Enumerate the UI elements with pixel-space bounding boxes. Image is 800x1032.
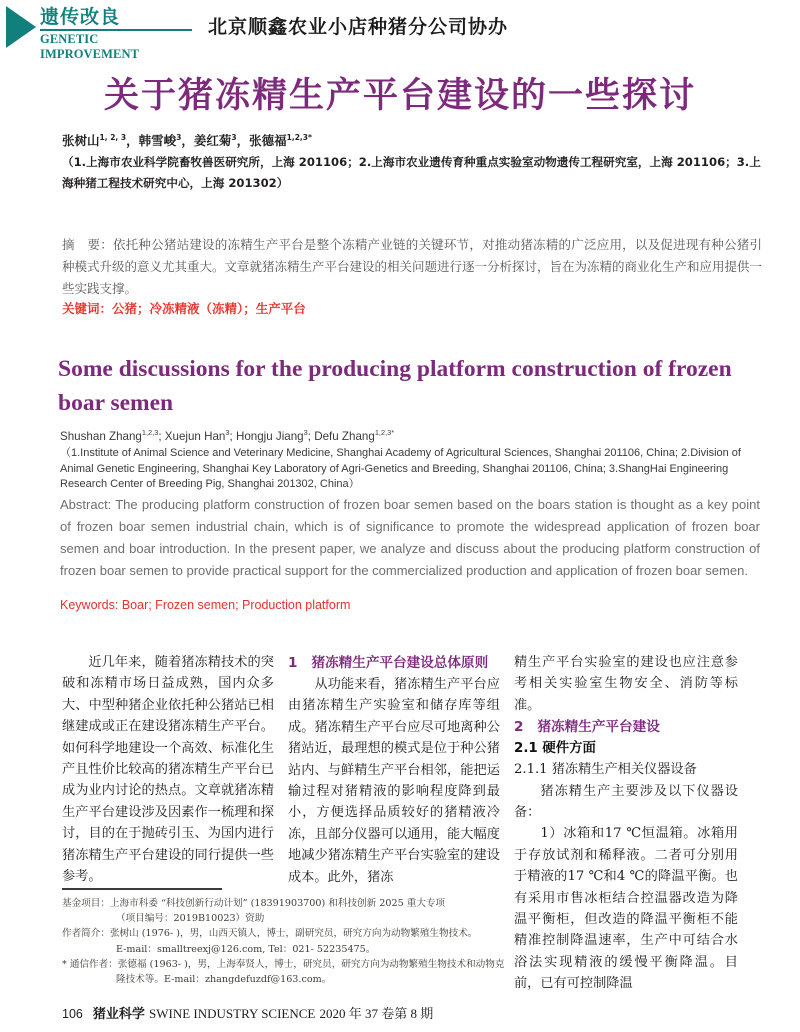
- footnote-line: E-mail：smalltreexj@126.com, Tel：021- 52235475。: [116, 943, 376, 955]
- paragraph: 从功能来看，猪冻精生产平台应由猪冻精生产实验室和储存库等组成。猪冻精生产平台应尽可地离种公猪站近，最理想的模式是位于种公猪站内、与鲜精生产平台相邻，能把运输过程对猪精液的影响程度降到最小，方便选择品质较好的猪精液冷冻，且部分仪器可以通用，能大幅度地减少猪冻精生产平台实验室的建设成本。此外，猪冻: [288, 677, 500, 885]
- journal-name-cn: 猪业科学: [92, 1007, 145, 1022]
- subsection-heading-2-1: 2.1 硬件方面: [514, 741, 596, 757]
- author-en-2: Xuejun Han: [164, 429, 226, 443]
- authors-cn: [62, 131, 312, 149]
- paragraph: 1）冰箱和17 ℃恒温箱。冰箱用于存放试剂和稀释液。二者可分别用于精液的17 ℃和4 ℃的降温平衡。也有采用市售冰柜结合控温器改造为降温平衡柜，但改造的降温平衡柜不能精准控制降温速率，生产中可结合水浴法实现精液的缓慢平衡降温。目前，已有可控制降温: [514, 826, 738, 992]
- author-cn-3: 姜红菊: [193, 133, 232, 148]
- author-cn-4: 张德福: [249, 133, 287, 148]
- keywords-en: Keywords: Boar; Frozen semen; Production platform: [60, 598, 351, 612]
- masthead: [0, 0, 800, 61]
- affiliation-en: （1.Institute of Animal Science and Veterinary Medicine, Shanghai Academy of Agricultural Sciences, Shanghai 201106, China; 2.Division of Animal Genetic Engineering, Shanghai Key Laboratory of Agri-Genetics and Breeding, Shanghai 201106, China; 3.ShangHai Engineering Research Center of Breeding Pig, Shanghai 201302, China）: [60, 447, 741, 490]
- abstract-text-cn: 依托种公猪站建设的冻精生产平台是整个冻精产业链的关键环节，对推动猪冻精的广泛应用，以及促进现有种公猪引种模式升级的意义尤其重大。文章就猪冻精生产平台建设的相关问题进行逐一分析探讨，旨在为冻精的商业化生产和应用提供一些实践支撑。: [62, 237, 763, 296]
- author-en-4-sup: 1,2,3*: [374, 428, 395, 437]
- footnotes: [62, 896, 505, 987]
- author-en-3: Hongju Jiang: [235, 429, 304, 443]
- footnote-line: 隆技术等。E-mail：zhangdefuzdf@163.com。: [116, 974, 332, 986]
- journal-name-en: SWINE INDUSTRY SCIENCE: [149, 1006, 316, 1021]
- author-cn-2: 韩雪峻: [138, 133, 177, 148]
- section-number: 2: [514, 719, 524, 736]
- abstract-label-cn: 摘 要：: [62, 237, 113, 252]
- brand-label-cn: 遗传改良: [40, 6, 121, 28]
- journal-issue: 2020 年 37 卷第 8 期: [319, 1006, 434, 1021]
- author-cn-2-sup: 3: [176, 132, 182, 142]
- author-en-1: Shushan Zhang: [60, 429, 142, 443]
- sep: ;: [158, 429, 165, 443]
- sponsor-line: 北京顺鑫农业小店种猪分公司协办: [208, 16, 509, 38]
- section-title: 猪冻精生产平台建设: [537, 719, 660, 736]
- author-en-3-sup: 3: [303, 428, 308, 437]
- abstract-en: Abstract: The producing platform construction of frozen boar semen based on the boars station is thought as a key point of frozen boar semen industrial chain, which is of significance to promote the widespread application of frozen boar semen and boar introduction. In the present paper, we analyze and discuss about the producing platform construction of frozen boar semen to provide practical support for the commercialized production and application of frozen boar semen.: [60, 497, 760, 578]
- footnote-line: 作者简介：张树山 (1976- )，男，山西天镇人，博士，副研究员，研究方向为动物繁殖生物技术。: [62, 928, 478, 940]
- page-number: 106: [62, 1007, 83, 1021]
- paragraph-continued: 精生产平台实验室的建设也应注意参考相关实验室生物安全、消防等标准。: [514, 655, 738, 713]
- author-en-1-sup: 1,2,3: [141, 428, 159, 437]
- body-column-1: [62, 652, 274, 887]
- section-heading-1: [288, 652, 500, 674]
- author-cn-1-sup: 1, 2, 3: [99, 132, 127, 142]
- section-title: 猪冻精生产平台建设总体原则: [311, 655, 489, 671]
- section-brand: [40, 6, 195, 62]
- author-en-4: Defu Zhang: [314, 429, 375, 443]
- footnote-divider: [62, 888, 222, 890]
- paragraph: 近几年来，随着猪冻精技术的突破和冻精市场日益成熟，国内众多大、中型种猪企业依托种公猪站已相继建成或正在建设猪冻精生产平台。如何科学地建设一个高效、标准化生产且性价比较高的猪冻精生产平台已成为业内讨论的热点。文章就猪冻精生产平台建设涉及因素作一梳理和探讨，目的在于抛砖引玉、为国内进行猪冻精生产平台建设的同行提供一些参考。: [62, 655, 274, 885]
- footnote-line: * 通信作者：张德福 (1963- )，男，上海奉贤人，博士，研究员，研究方向为动物繁殖生物技术和动物克: [62, 958, 505, 970]
- abstract-cn: [62, 234, 762, 300]
- sep: ，: [236, 133, 250, 148]
- sep: ;: [307, 429, 315, 443]
- sep: ;: [229, 429, 236, 443]
- body-column-2: [288, 652, 500, 888]
- footnote-line: （项目编号：2019B10023）资助: [116, 913, 265, 925]
- author-cn-1: 张树山: [62, 133, 100, 148]
- keywords-cn: 关键词：公猪；冷冻精液（冻精）；生产平台: [62, 301, 306, 316]
- page-footer: [62, 1003, 433, 1022]
- page-title-cn: 关于猪冻精生产平台建设的一些探讨: [103, 75, 696, 116]
- body-column-3: [514, 652, 738, 995]
- author-cn-4-sup: 1,2,3*: [286, 132, 312, 142]
- author-en-2-sup: 3: [225, 428, 230, 437]
- paragraph: 猪冻精生产主要涉及以下仪器设备：: [514, 783, 738, 821]
- brand-divider: [40, 29, 192, 31]
- sep: ，: [181, 133, 194, 148]
- section-number: 1: [288, 655, 298, 671]
- affiliation-cn: （1.上海市农业科学院畜牧兽医研究所，上海 201106；2.上海市农业遗传育种重点实验室动物遗传工程研究室，上海 201106；3.上海种猪工程技术研究中心，上海 201302）: [62, 155, 761, 190]
- page-title-en: Some discussions for the producing platform construction of frozen boar semen: [58, 356, 732, 416]
- section-heading-2: [514, 716, 738, 738]
- authors-en: [60, 428, 394, 443]
- author-cn-3-sup: 3: [231, 132, 237, 142]
- subsection-heading-2-1-1: 2.1.1 猪冻精生产相关仪器设备: [514, 762, 697, 778]
- sep: ，: [126, 133, 139, 148]
- play-triangle-icon: [6, 6, 36, 48]
- brand-label-en: GENETIC IMPROVEMENT: [40, 31, 140, 61]
- footnote-line: 基金项目：上海市科委 “科技创新行动计划” (18391903700) 和科技创新 2025 重大专项: [62, 898, 446, 909]
